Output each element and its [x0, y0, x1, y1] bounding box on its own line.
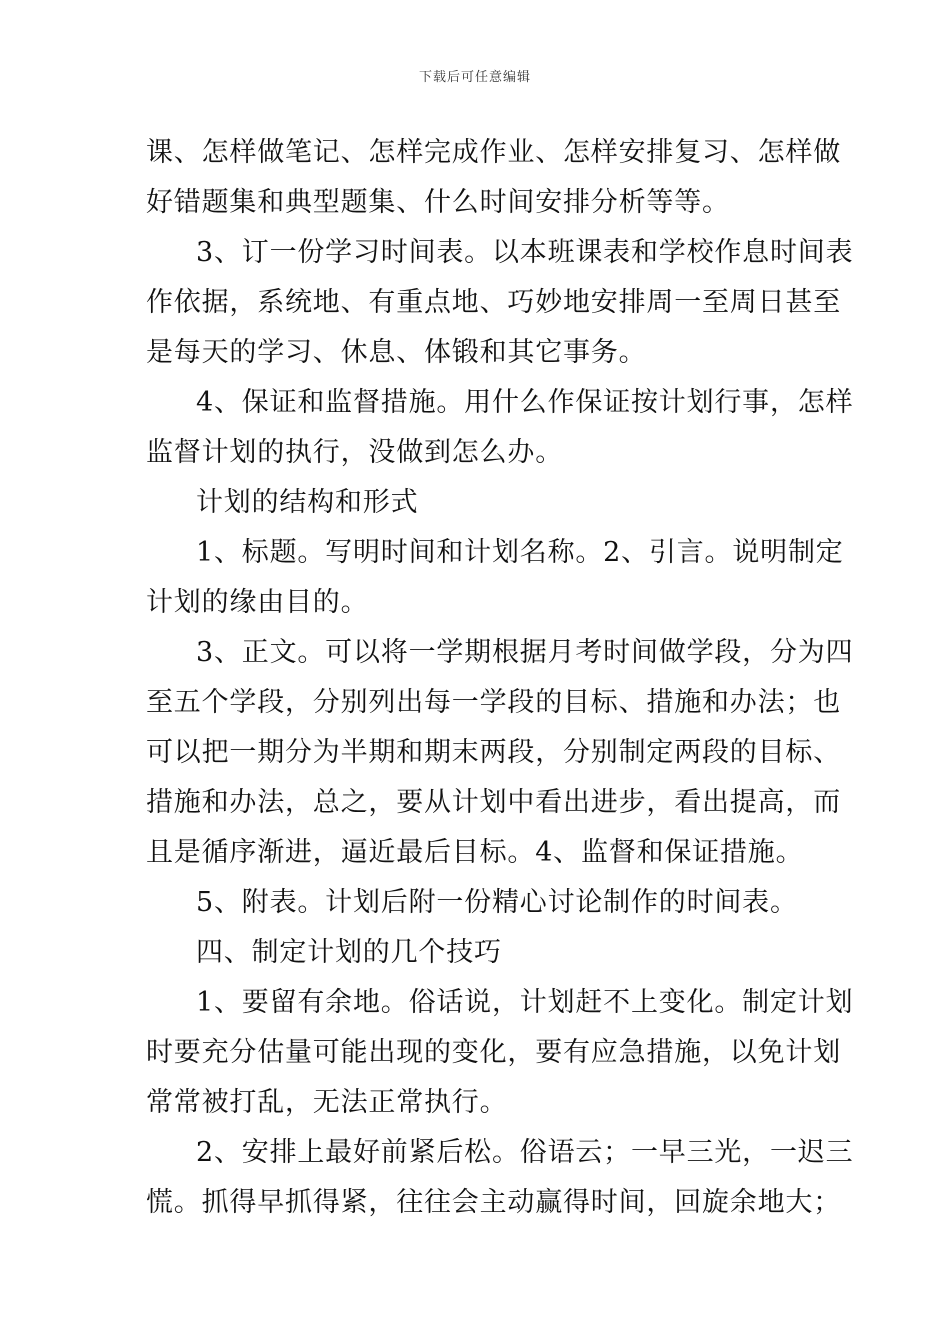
paragraph-line: 好错题集和典型题集、什么时间安排分析等等。	[146, 187, 730, 218]
paragraph-line: 可以把一期分为半期和期末两段，分别制定两段的目标、	[146, 737, 841, 768]
paragraph-line: 常常被打乱，无法正常执行。	[146, 1087, 508, 1118]
paragraph-line: 监督计划的执行，没做到怎么办。	[146, 437, 563, 468]
paragraph-line: 计划的缘由目的。	[146, 587, 369, 618]
paragraph-line: 措施和办法，总之，要从计划中看出进步，看出提高，而	[146, 787, 841, 818]
paragraph-line: 4、保证和监督措施。用什么作保证按计划行事，怎样	[196, 387, 854, 418]
paragraph-line: 至五个学段，分别列出每一学段的目标、措施和办法；也	[146, 687, 841, 718]
document-body	[146, 128, 854, 1228]
section-heading: 计划的结构和形式	[196, 487, 419, 518]
paragraph-line: 1、标题。写明时间和计划名称。2、引言。说明制定	[196, 537, 844, 568]
paragraph-line: 是每天的学习、休息、体锻和其它事务。	[146, 337, 647, 368]
section-heading: 四、制定计划的几个技巧	[196, 937, 502, 968]
paragraph-line: 作依据，系统地、有重点地、巧妙地安排周一至周日甚至	[146, 287, 841, 318]
paragraph-line: 慌。抓得早抓得紧，往往会主动赢得时间，回旋余地大；	[146, 1187, 841, 1218]
paragraph-line: 3、正文。可以将一学期根据月考时间做学段，分为四	[196, 637, 854, 668]
paragraph-line: 2、安排上最好前紧后松。俗语云；一早三光，一迟三	[196, 1137, 854, 1168]
paragraph-line: 5、附表。计划后附一份精心讨论制作的时间表。	[196, 887, 798, 918]
paragraph-line: 时要充分估量可能出现的变化，要有应急措施，以免计划	[146, 1037, 841, 1068]
paragraph-line: 课、怎样做笔记、怎样完成作业、怎样安排复习、怎样做	[146, 137, 841, 168]
paragraph-line: 3、订一份学习时间表。以本班课表和学校作息时间表	[196, 237, 854, 268]
paragraph-line: 1、要留有余地。俗话说，计划赶不上变化。制定计划	[196, 987, 854, 1018]
page-header-note: 下载后可任意编辑	[418, 70, 531, 85]
paragraph-line: 且是循序渐进，逼近最后目标。4、监督和保证措施。	[146, 837, 804, 868]
